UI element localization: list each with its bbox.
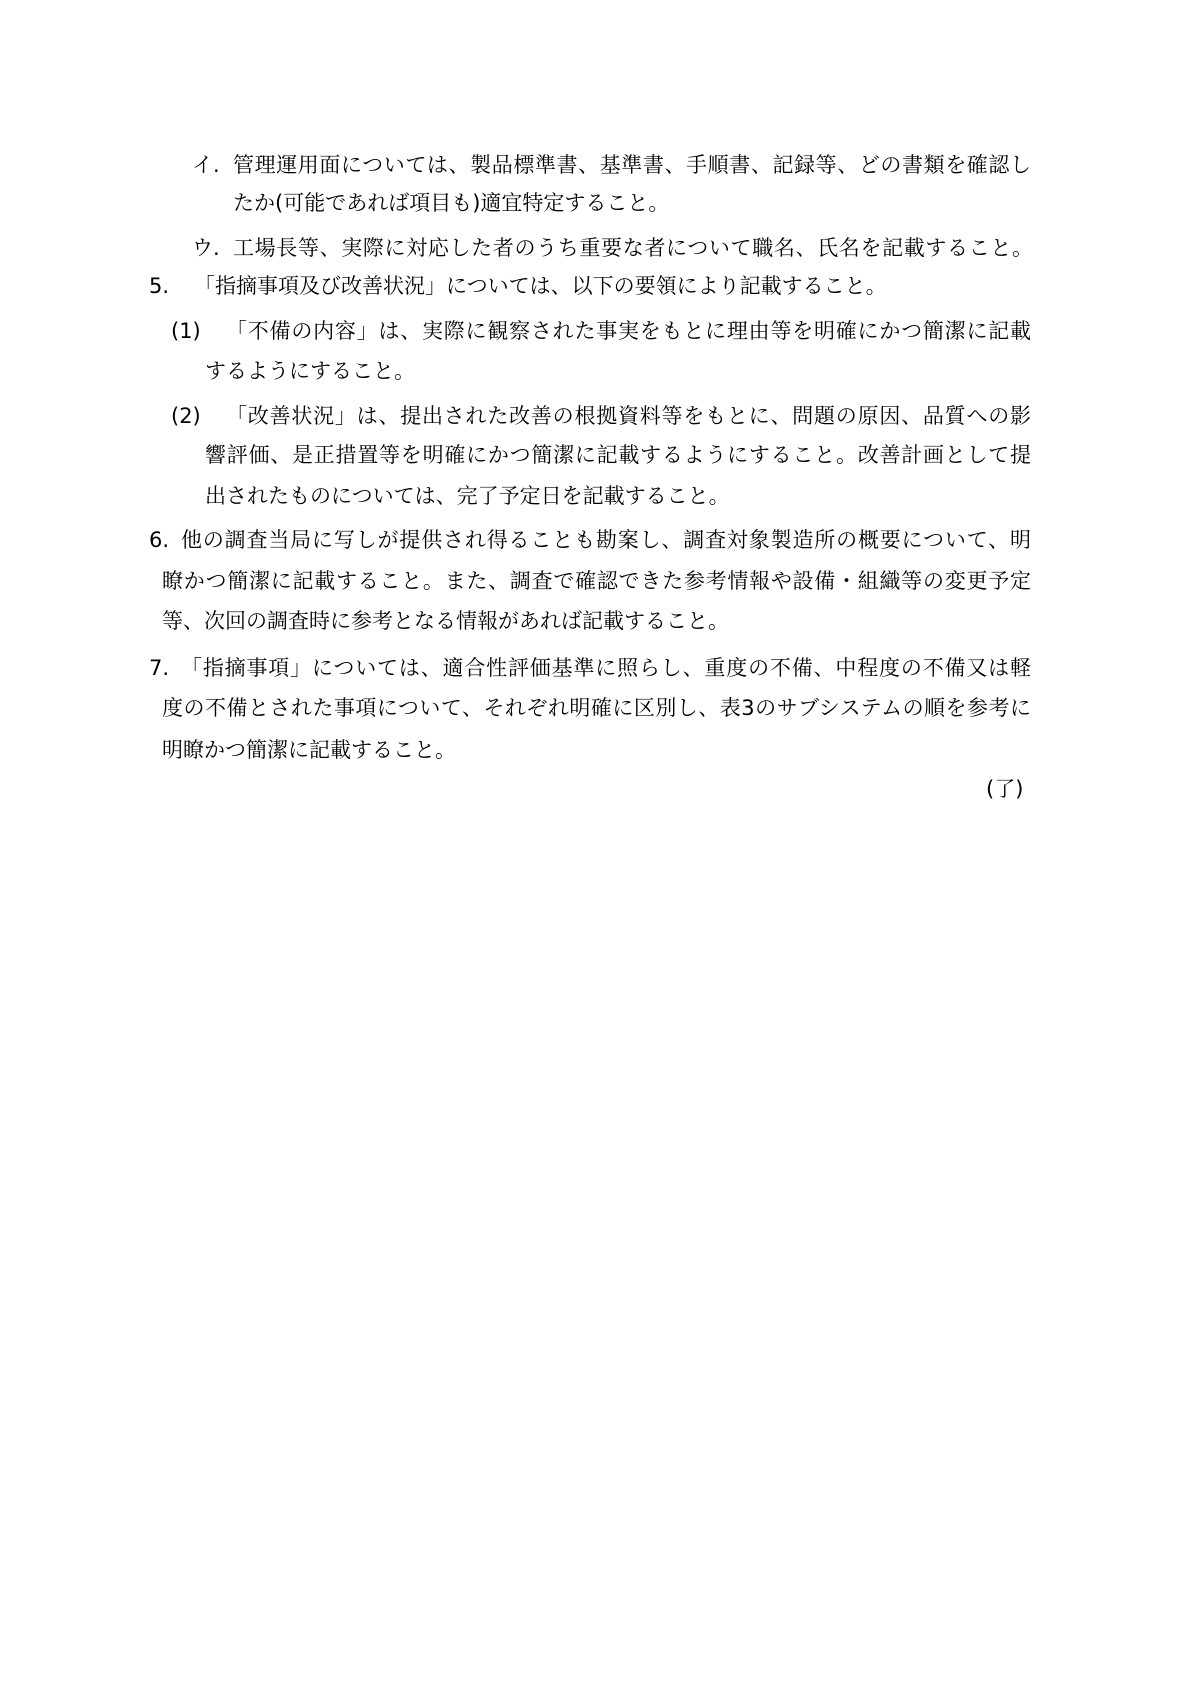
item-5-2-line-1: 「改善状況」は、提出された改善の根拠資料等をもとに、問題の原因、品質への影 — [226, 404, 1031, 428]
item-7-line-2: 度の不備とされた事項について、それぞれ明確に区別し、表3のサブシステムの順を参考に — [162, 696, 1031, 720]
item-6-line-1: 他の調査当局に写しが提供され得ることも勘案し、調査対象製造所の概要について、明 — [181, 528, 1031, 552]
item-7-line-3: 明瞭かつ簡潔に記載すること。 — [162, 738, 456, 762]
item-i-line-1: 管理運用面については、製品標準書、基準書、手順書、記録等、どの書類を確認し — [233, 153, 1031, 177]
item-6-line-3: 等、次回の調査時に参考となる情報があれば記載すること。 — [162, 609, 729, 633]
item-u-line-1: 工場長等、実際に対応した者のうち重要な者について職名、氏名を記載すること。 — [233, 236, 1033, 260]
item-6-line-2: 瞭かつ簡潔に記載すること。また、調査で確認できた参考情報や設備・組織等の変更予定 — [162, 569, 1031, 593]
item-marker-5-1: (1) — [171, 319, 201, 343]
item-7-line-1: 「指摘事項」については、適合性評価基準に照らし、重度の不備、中程度の不備又は軽 — [181, 656, 1031, 680]
item-marker-5-2: (2) — [171, 404, 201, 428]
item-i-line-2: たか(可能であれば項目も)適宜特定すること。 — [233, 191, 670, 215]
item-5-1-line-1: 「不備の内容」は、実際に観察された事実をもとに理由等を明確にかつ簡潔に記載 — [226, 319, 1031, 343]
item-marker-5: 5. — [149, 274, 170, 298]
end-mark: (了) — [986, 777, 1024, 801]
item-marker-i: イ. — [192, 153, 220, 177]
item-marker-7: 7. — [149, 656, 170, 680]
item-marker-6: 6. — [149, 528, 170, 552]
item-5-2-line-3: 出されたものについては、完了予定日を記載すること。 — [205, 484, 730, 508]
item-5-1-line-2: するようにすること。 — [205, 359, 415, 383]
item-5-2-line-2: 響評価、是正措置等を明確にかつ簡潔に記載するようにすること。改善計画として提 — [205, 443, 1031, 467]
item-5-line-1: 「指摘事項及び改善状況」については、以下の要領により記載すること。 — [194, 274, 887, 298]
item-marker-u: ウ. — [192, 236, 220, 260]
